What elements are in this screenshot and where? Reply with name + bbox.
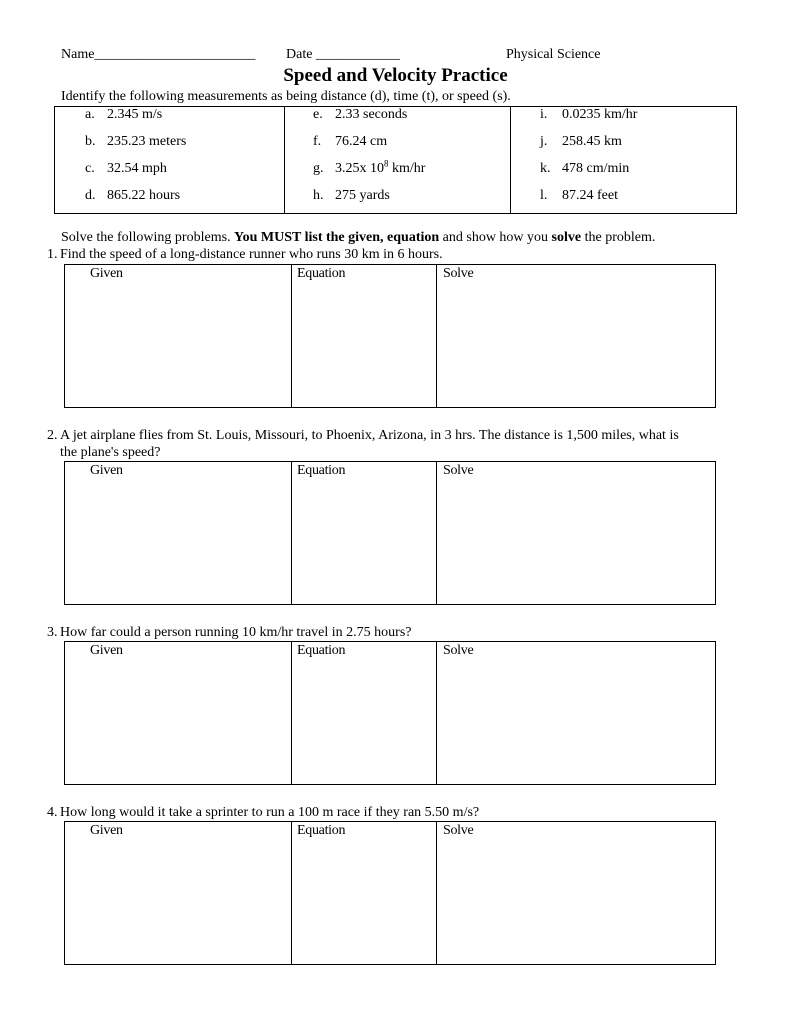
- subject-label: Physical Science: [506, 47, 601, 62]
- equation-column-header: Equation: [297, 823, 346, 838]
- measurement-item: a. 2.345 m/s: [85, 107, 163, 122]
- solve-instructions: Solve the following problems. You MUST list the given, equation and show how you solve the problem.: [61, 230, 656, 245]
- measurement-item: l. 87.24 feet: [540, 188, 618, 203]
- measurement-item: c. 32.54 mph: [85, 161, 167, 176]
- given-column-header: Given: [90, 643, 123, 658]
- measurement-item: k. 478 cm/min: [540, 161, 630, 176]
- given-column-header: Given: [90, 266, 123, 281]
- grid-column-divider: [436, 265, 437, 407]
- equation-column-header: Equation: [297, 643, 346, 658]
- grid-column-divider: [291, 462, 292, 604]
- given-column-header: Given: [90, 463, 123, 478]
- problem-4-answer-grid: [64, 821, 716, 965]
- grid-column-divider: [291, 822, 292, 964]
- grid-column-divider: [436, 642, 437, 784]
- problem-2-text: 2. A jet airplane flies from St. Louis, Missouri, to Phoenix, Arizona, in 3 hrs. The distance is 1,500 miles, what is the plane's speed?: [47, 428, 679, 460]
- problem-1-answer-grid: [64, 264, 716, 408]
- problem-2-answer-grid: [64, 461, 716, 605]
- measurement-item: d. 865.22 hours: [85, 188, 181, 203]
- problem-4-text: 4. How long would it take a sprinter to run a 100 m race if they ran 5.50 m/s?: [47, 805, 480, 820]
- given-column-header: Given: [90, 823, 123, 838]
- measurement-item: h. 275 yards: [313, 188, 390, 203]
- problem-3-text: 3. How far could a person running 10 km/hr travel in 2.75 hours?: [47, 625, 412, 640]
- grid-column-divider: [436, 822, 437, 964]
- measurement-item: f. 76.24 cm: [313, 134, 388, 149]
- measurement-item: b. 235.23 meters: [85, 134, 187, 149]
- equation-column-header: Equation: [297, 266, 346, 281]
- name-field-label: Name_______________________: [61, 47, 256, 62]
- measurement-item: g. 3.25x $10^8$ km/hr: [313, 158, 426, 176]
- grid-column-divider: [291, 265, 292, 407]
- measurement-item: i. 0.0235 km/hr: [540, 107, 638, 122]
- date-field-label: Date ____________: [286, 47, 400, 62]
- solve-column-header: Solve: [443, 266, 474, 281]
- equation-column-header: Equation: [297, 463, 346, 478]
- problem-3-answer-grid: [64, 641, 716, 785]
- page-title: Speed and Velocity Practice: [283, 65, 508, 86]
- grid-column-divider: [291, 642, 292, 784]
- solve-column-header: Solve: [443, 823, 474, 838]
- identify-instructions: Identify the following measurements as being distance (d), time (t), or speed (s).: [61, 89, 511, 104]
- solve-column-header: Solve: [443, 463, 474, 478]
- problem-1-text: 1. Find the speed of a long-distance runner who runs 30 km in 6 hours.: [47, 247, 443, 262]
- table-column-divider: [284, 107, 285, 213]
- solve-column-header: Solve: [443, 643, 474, 658]
- table-column-divider: [510, 107, 511, 213]
- grid-column-divider: [436, 462, 437, 604]
- measurements-table: [54, 106, 737, 214]
- measurement-item: e. 2.33 seconds: [313, 107, 408, 122]
- measurement-item: j. 258.45 km: [540, 134, 622, 149]
